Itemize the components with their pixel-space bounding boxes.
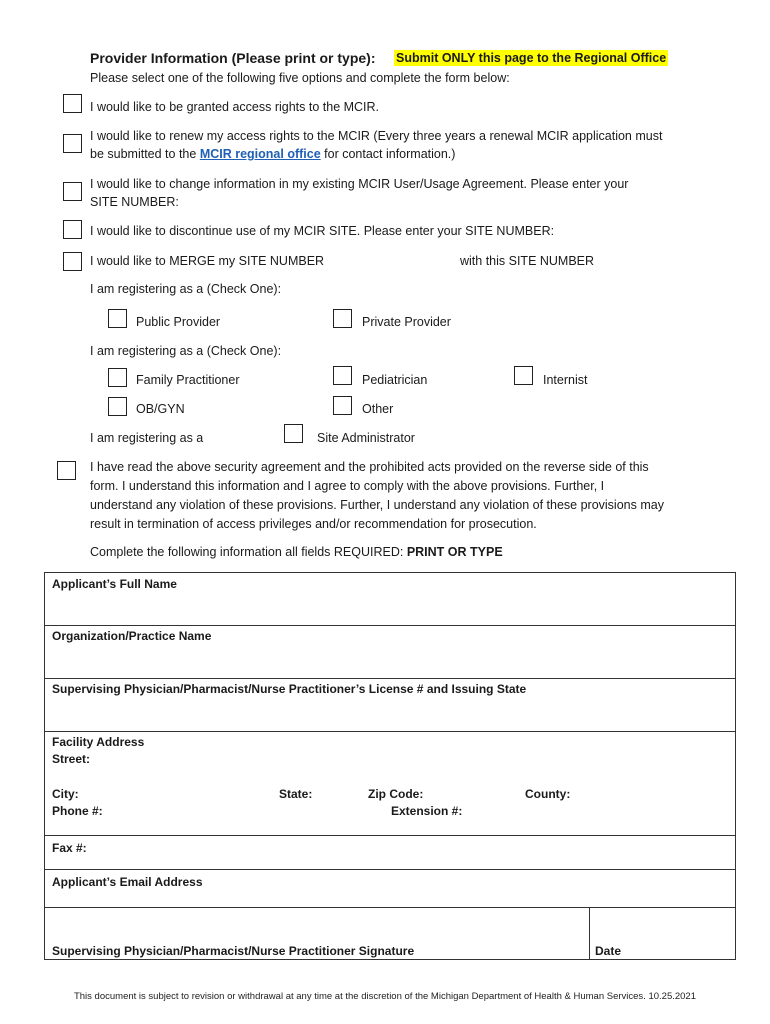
grant-access-label: I would like to be granted access rights to the MCIR. — [90, 100, 380, 114]
renew-access-label: I would like to renew my access rights to the MCIR (Every three years a renewal MCIR application must — [90, 129, 663, 143]
complete-text: Complete the following information all fields REQUIRED: — [90, 545, 404, 559]
change-info-site-number: SITE NUMBER: — [90, 195, 179, 209]
instructions: Please select one of the following five options and complete the form below: — [90, 71, 510, 85]
pediatrician-label: Pediatrician — [362, 373, 428, 387]
street-label: Street: — [52, 752, 91, 766]
renew-access-checkbox[interactable] — [63, 134, 82, 153]
site-admin-checkbox[interactable] — [284, 424, 303, 443]
registering-check-one-1: I am registering as a (Check One): — [90, 282, 282, 296]
merge-label-right: with this SITE NUMBER — [460, 254, 595, 268]
state-label: State: — [279, 787, 313, 801]
agreement-checkbox[interactable] — [57, 461, 76, 480]
merge-label: I would like to MERGE my SITE NUMBER — [90, 254, 325, 268]
applicant-info-table — [44, 572, 736, 960]
phone-label: Phone #: — [52, 804, 103, 818]
date-label: Date — [595, 944, 622, 958]
full-name-label: Applicant’s Full Name — [52, 577, 177, 591]
obgyn-label: OB/GYN — [136, 402, 185, 416]
signature-label: Supervising Physician/Pharmacist/Nurse Practitioner Signature — [52, 944, 415, 958]
public-provider-checkbox[interactable] — [108, 309, 127, 328]
complete-instructions — [90, 545, 503, 559]
extension-label: Extension #: — [391, 804, 463, 818]
table-divider — [45, 625, 735, 626]
obgyn-checkbox[interactable] — [108, 397, 127, 416]
grant-access-checkbox[interactable] — [63, 94, 82, 113]
signature-date-divider — [589, 907, 590, 959]
county-label: County: — [525, 787, 571, 801]
renew-access-label-line2 — [90, 147, 455, 161]
change-info-checkbox[interactable] — [63, 182, 82, 201]
discontinue-label: I would like to discontinue use of my MCIR SITE. Please enter your SITE NUMBER: — [90, 224, 555, 238]
title-text: Provider Information (Please print or type): — [90, 50, 376, 66]
agreement-text: I have read the above security agreement and the prohibited acts provided on the reverse side of this form. I understand this information and I agree to comply with the above provisions. Further, I understand any violation of these provisions. Further, I understand any violation of these provisions may result in termination of access privileges and/or recommendation for prosecution. — [90, 460, 664, 531]
submit-notice — [394, 51, 668, 65]
discontinue-checkbox[interactable] — [63, 220, 82, 239]
page-title — [90, 50, 376, 66]
pediatrician-checkbox[interactable] — [333, 366, 352, 385]
zip-label: Zip Code: — [368, 787, 424, 801]
family-practitioner-label: Family Practitioner — [136, 373, 240, 387]
other-checkbox[interactable] — [333, 396, 352, 415]
registering-check-one-2: I am registering as a (Check One): — [90, 344, 282, 358]
table-divider — [45, 678, 735, 679]
print-or-type-text: PRINT OR TYPE — [406, 545, 503, 559]
city-label: City: — [52, 787, 79, 801]
email-label: Applicant’s Email Address — [52, 875, 203, 889]
private-provider-label: Private Provider — [362, 315, 451, 329]
registering-as-label: I am registering as a — [90, 431, 204, 445]
license-label: Supervising Physician/Pharmacist/Nurse Practitioner’s License # and Issuing State — [52, 682, 527, 696]
org-name-label: Organization/Practice Name — [52, 629, 212, 643]
internist-checkbox[interactable] — [514, 366, 533, 385]
footer-note: This document is subject to revision or withdrawal at any time at the discretion of the Michigan Department of Health & Human Services. 10.25.2021 — [73, 991, 697, 1002]
renew-text: be submitted to the — [90, 147, 197, 161]
table-divider — [45, 907, 735, 908]
table-divider — [45, 731, 735, 732]
fax-label: Fax #: — [52, 841, 87, 855]
public-provider-label: Public Provider — [136, 315, 221, 329]
table-divider — [45, 869, 735, 870]
merge-checkbox[interactable] — [63, 252, 82, 271]
private-provider-checkbox[interactable] — [333, 309, 352, 328]
site-admin-label: Site Administrator — [317, 431, 415, 445]
internist-label: Internist — [543, 373, 588, 387]
table-divider — [45, 835, 735, 836]
family-practitioner-checkbox[interactable] — [108, 368, 127, 387]
submit-notice-text: Submit ONLY this page to the Regional Office — [396, 51, 667, 65]
change-info-label: I would like to change information in my existing MCIR User/Usage Agreement. Please enter your — [90, 177, 629, 191]
facility-address-label: Facility Address — [52, 735, 145, 749]
mcir-regional-office-link[interactable]: MCIR regional office — [199, 147, 321, 161]
renew-text-after: for contact information.) — [324, 147, 456, 161]
other-label: Other — [362, 402, 394, 416]
